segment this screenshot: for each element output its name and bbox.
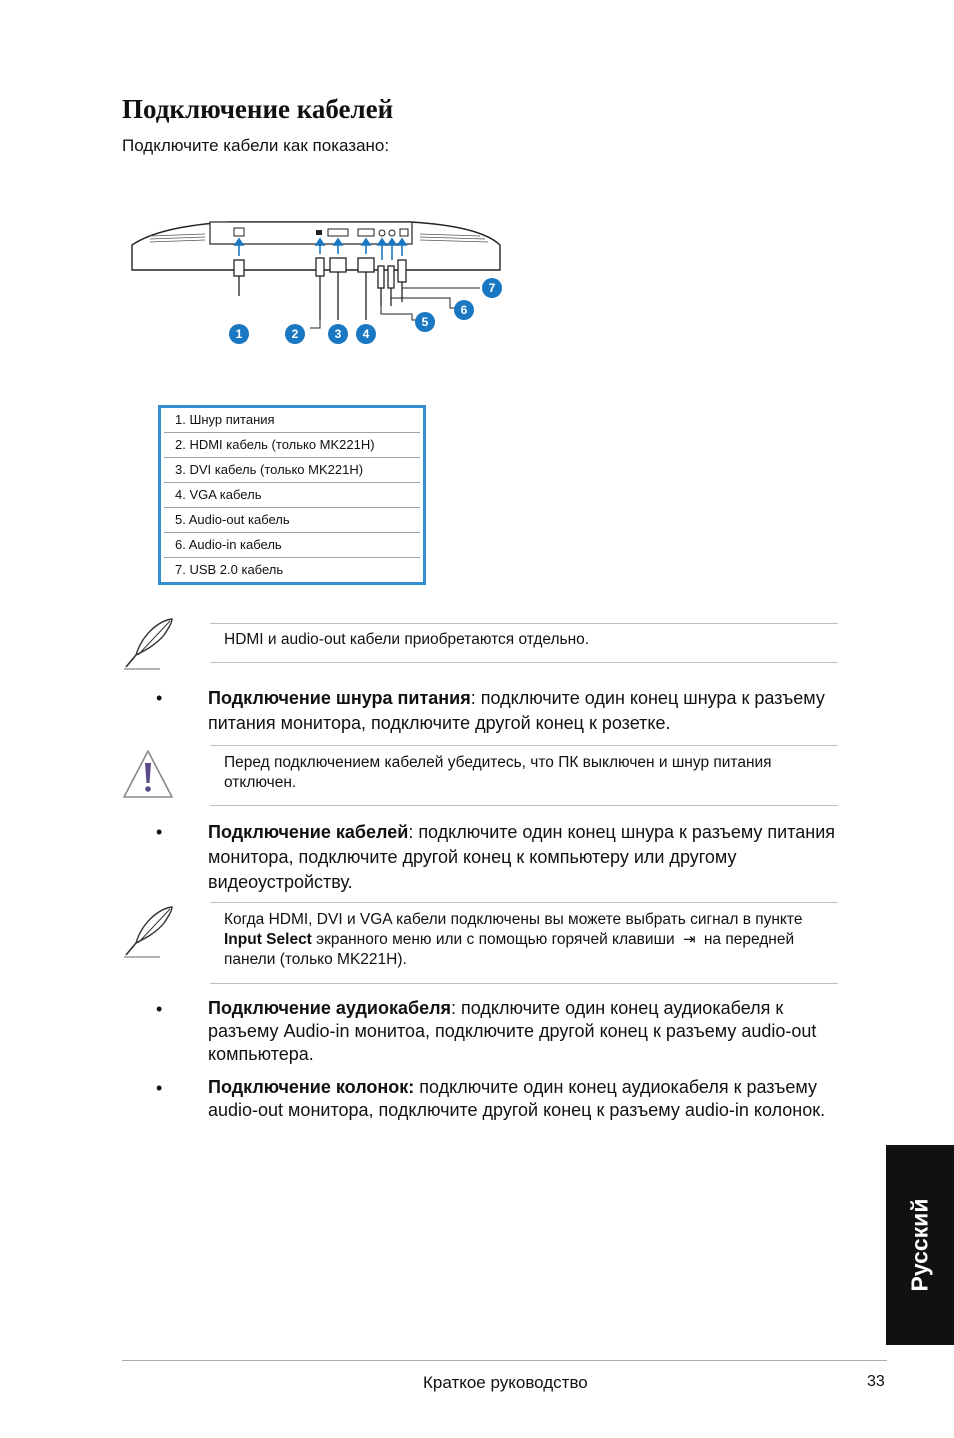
callout-5: 5 bbox=[421, 315, 429, 329]
bullet-body: : подключите один конец шнура к разъему питания монитора, подключите другой конец к компьютеру или другому видеоустройству. bbox=[208, 822, 836, 892]
bullet-heading: Подключение шнура питания bbox=[208, 688, 471, 708]
bullet-body: подключите один конец аудиокабеля к разъему audio-out монитора, подключите другой конец к разъему audio-in колонок. bbox=[208, 1077, 826, 1120]
note-text: HDMI и audio-out кабели приобретаются отдельно. bbox=[224, 631, 590, 648]
input-select-key-icon: ⇥ bbox=[682, 931, 696, 948]
connection-diagram bbox=[120, 210, 520, 370]
bullet-heading: Подключение колонок: bbox=[208, 1077, 415, 1097]
warning-icon bbox=[120, 745, 180, 803]
bullet-body: : подключите один конец шнура к разъему питания монитора, подключите другой конец к розетке. bbox=[208, 688, 825, 733]
bullet-marker: • bbox=[156, 822, 163, 842]
legend-item: 5. Audio-out кабель bbox=[164, 508, 420, 533]
bullet-marker: • bbox=[156, 1078, 163, 1098]
callout-3: 3 bbox=[334, 327, 342, 341]
callout-1: 1 bbox=[235, 327, 243, 341]
note-box bbox=[210, 902, 838, 984]
subtitle: Подключите кабели как показано: bbox=[122, 136, 390, 155]
legend-item: 2. HDMI кабель (только MK221H) bbox=[164, 433, 420, 458]
note-text: Когда HDMI, DVI и VGA кабели подключены вы можете выбрать сигнал в пункте Input Select экранного меню или с помощью горячей клавиши ⇥ на передней панели (только MK221H). bbox=[224, 911, 803, 968]
footer-divider bbox=[122, 1360, 887, 1361]
language-tab-label: Русский bbox=[906, 1198, 933, 1292]
warning-text: Перед подключением кабелей убедитесь, что ПК выключен и шнур питания отключен. bbox=[224, 754, 772, 791]
bullet-marker: • bbox=[156, 999, 163, 1019]
language-tab bbox=[886, 1145, 954, 1345]
bullet-power-cord bbox=[208, 686, 838, 736]
bullet-audio-cable bbox=[208, 997, 838, 1066]
page-title: Подключение кабелей bbox=[122, 94, 394, 124]
bullet-body: : подключите один конец аудиокабеля к разъему Audio-in монитоа, подключите другой конец к разъему audio-out компьютера. bbox=[208, 998, 817, 1064]
legend-item: 4. VGA кабель bbox=[164, 483, 420, 508]
callout-4: 4 bbox=[362, 327, 370, 341]
legend-item: 1. Шнур питания bbox=[164, 408, 420, 433]
note-box bbox=[210, 623, 838, 663]
bullet-heading: Подключение кабелей bbox=[208, 822, 409, 842]
bullet-cables bbox=[208, 820, 838, 895]
warning-box bbox=[210, 745, 838, 806]
feather-note-icon bbox=[120, 903, 180, 961]
legend-item: 3. DVI кабель (только MK221H) bbox=[164, 458, 420, 483]
footer-title: Краткое руководство bbox=[423, 1373, 588, 1392]
bullet-heading: Подключение аудиокабеля bbox=[208, 998, 452, 1018]
callout-7: 7 bbox=[488, 281, 496, 295]
feather-note-icon bbox=[120, 615, 180, 673]
bullet-marker: • bbox=[156, 688, 163, 708]
callout-6: 6 bbox=[460, 303, 468, 317]
bullet-speakers bbox=[208, 1076, 838, 1122]
callout-2: 2 bbox=[291, 327, 299, 341]
page-number: 33 bbox=[867, 1373, 885, 1390]
legend-item: 6. Audio-in кабель bbox=[164, 533, 420, 558]
legend-item: 7. USB 2.0 кабель bbox=[175, 562, 284, 577]
cable-legend bbox=[158, 405, 426, 585]
